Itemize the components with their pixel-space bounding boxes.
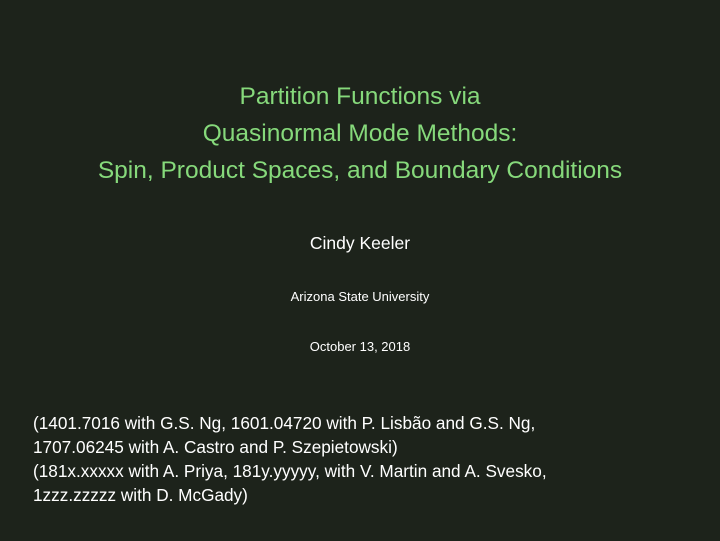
presentation-date: October 13, 2018 — [309, 339, 411, 354]
references-block — [33, 411, 703, 507]
reference-line-3: (181x.xxxxx with A. Priya, 181y.yyyyy, with V. Martin and A. Svesko, — [33, 461, 547, 481]
title-line-2: Quasinormal Mode Methods: — [202, 120, 518, 147]
author-name: Cindy Keeler — [309, 233, 411, 253]
title-line-1: Partition Functions via — [239, 83, 481, 110]
reference-line-1: (1401.7016 with G.S. Ng, 1601.04720 with P. Lisbão and G.S. Ng, — [33, 413, 536, 433]
slide-title — [0, 78, 720, 189]
institute-name: Arizona State University — [290, 289, 430, 304]
reference-line-2: 1707.06245 with A. Castro and P. Szepietowski) — [33, 437, 398, 457]
title-line-3: Spin, Product Spaces, and Boundary Conditions — [97, 157, 623, 184]
reference-line-4: 1zzz.zzzzz with D. McGady) — [33, 485, 248, 505]
